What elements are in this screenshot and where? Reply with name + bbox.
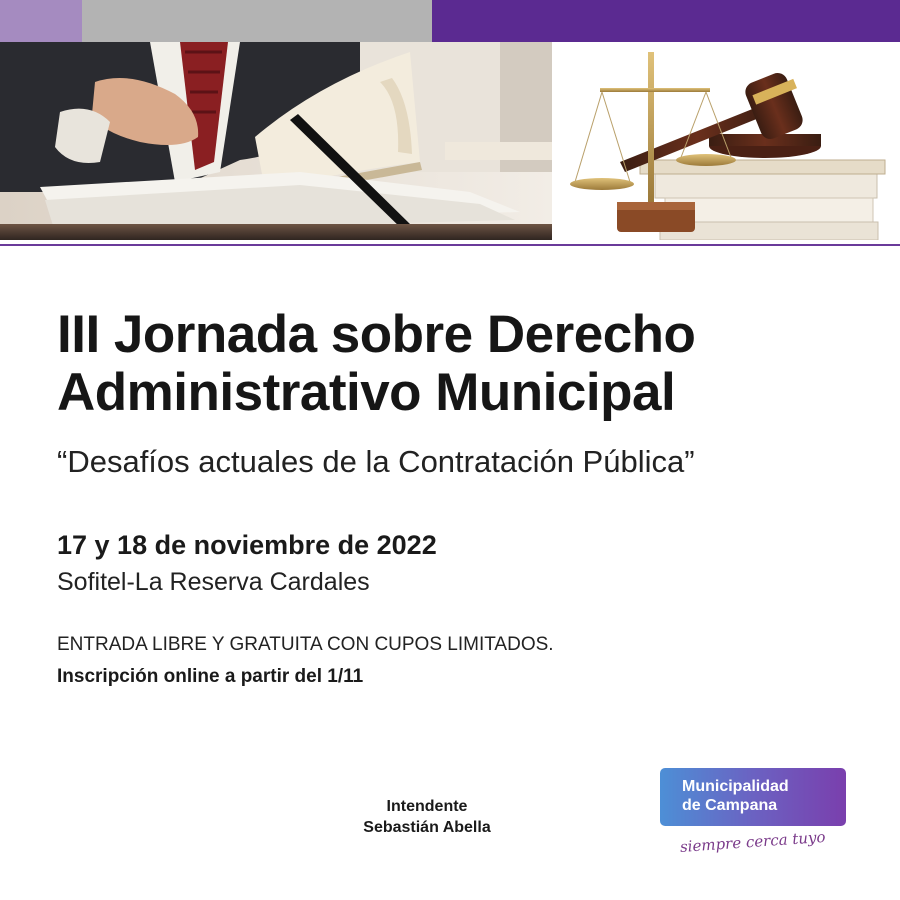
entry-notice: ENTRADA LIBRE Y GRATUITA CON CUPOS LIMITADOS. (57, 634, 554, 655)
event-date: 17 y 18 de noviembre de 2022 (57, 530, 437, 560)
event-venue: Sofitel-La Reserva Cardales (57, 568, 370, 596)
photo-banner (0, 42, 900, 240)
logo-tagline: siempre cerca tuyo (679, 827, 827, 856)
municipality-logo (660, 768, 846, 826)
mayor-role: Intendente (386, 798, 468, 815)
banner-divider (0, 244, 900, 246)
top-bar-gray-segment (82, 0, 432, 42)
lawyer-photo (0, 42, 552, 240)
top-bar-lavender-segment (0, 0, 82, 42)
event-title-line1: III Jornada sobre Derecho (57, 305, 696, 364)
top-bar-purple-segment (432, 0, 900, 42)
mayor-credit (300, 796, 554, 838)
event-subtitle: “Desafíos actuales de la Contratación Pública” (57, 444, 695, 479)
scales-gavel-photo (558, 42, 900, 240)
logo-line1: Municipalidad (682, 778, 789, 795)
logo-line2: de Campana (682, 797, 778, 814)
event-title (57, 306, 877, 422)
registration-notice: Inscripción online a partir del 1/11 (57, 666, 364, 687)
top-color-bar (0, 0, 900, 42)
mayor-name: Sebastián Abella (363, 819, 491, 836)
event-title-line2: Administrativo Municipal (57, 363, 676, 422)
